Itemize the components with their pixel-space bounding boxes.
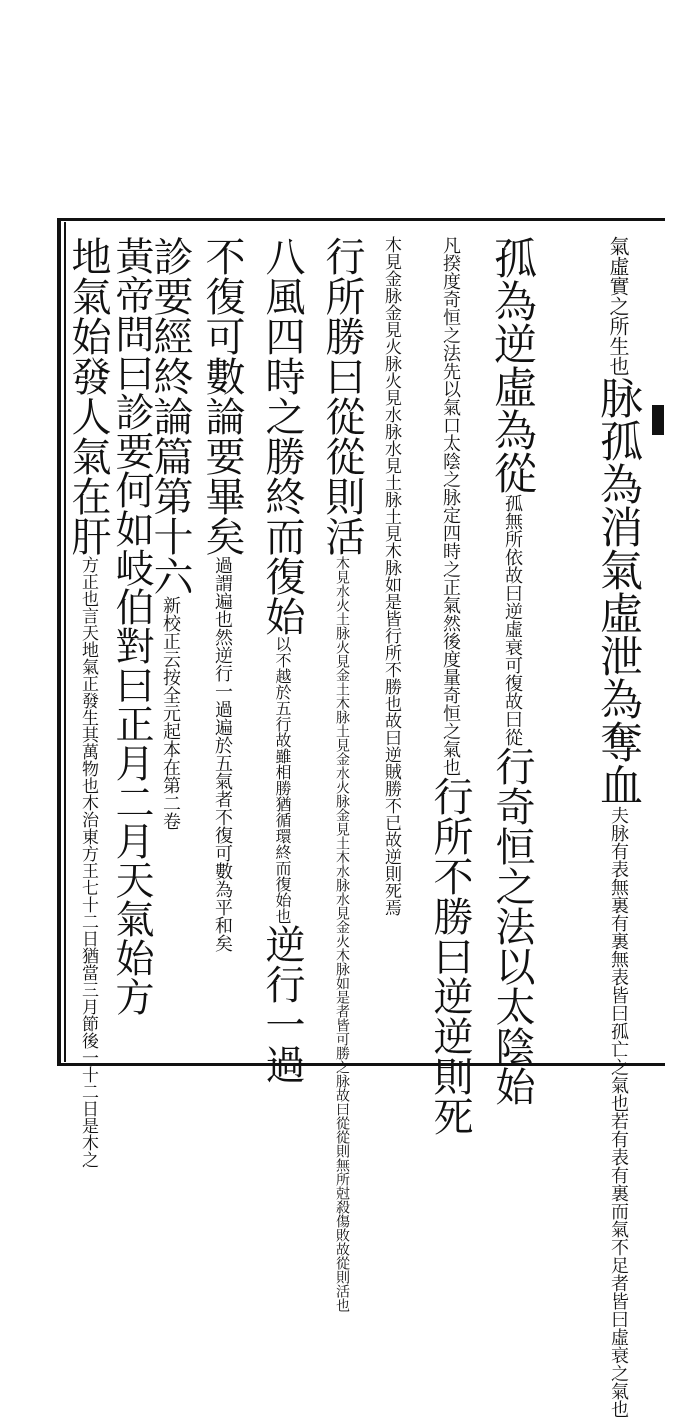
main-text: 黃帝問曰診要何如岐伯對曰正月二月天氣始方: [109, 236, 154, 1016]
main-text: 八風四時之勝終而復始: [259, 236, 305, 636]
text-column-4: [380, 236, 402, 916]
annotation: 凡揆度奇恒之法先以氣口太陰之脉定四時之正氣然後度量奇恒之氣也: [440, 236, 461, 776]
text-column-9: [109, 236, 154, 1016]
main-text: 行所勝曰從從則活: [319, 236, 365, 556]
main-text: 行奇恒之法以太陰始: [489, 746, 535, 1106]
annotation: 木見金脉金見火脉火見水脉水見土脉土見木脉如是皆行所不勝也故曰逆賊勝不已故逆則死焉: [381, 236, 401, 916]
annotation: 孤無所依故曰逆虛衰可復故曰從: [502, 494, 523, 746]
main-text: 逆行一過: [259, 924, 305, 1084]
annotation: 以不越於五行故雖相勝猶循環終而復始也: [273, 636, 292, 924]
annotation: 夫脉有表無裏有裏無表皆曰孤亡之氣也若有表有裏而氣不足者皆曰虛衰之氣也: [608, 806, 629, 1418]
text-column-3: [427, 236, 473, 1136]
main-text: 地氣始發人氣在肝: [65, 236, 111, 556]
text-column-8: [147, 236, 193, 830]
main-text: 不復可數論要畢矣: [199, 236, 245, 556]
text-column-2: [487, 236, 537, 1106]
main-text: 行所不勝曰逆逆則死: [427, 776, 473, 1136]
annotation: 過謂遍也然逆行一過遍於五氣者不復可數為平和矣: [212, 556, 233, 952]
annotation: 新校正云按全元起本在第二卷: [160, 596, 181, 830]
text-column-1: [593, 236, 643, 1418]
main-text: 孤為逆虛為從: [487, 236, 537, 494]
text-column-6: [259, 236, 305, 1084]
chapter-title: 診要經終論篇第十六: [147, 236, 193, 596]
text-column-10: [65, 236, 111, 1168]
binding-mark: [652, 405, 664, 435]
main-text: 脉孤為消氣虛泄為奪血: [593, 376, 643, 806]
text-column-5: [319, 236, 365, 1312]
annotation: 方正也言天地氣正發生其萬物也木治東方王七十二日猶當三月節後一十二日是木之: [78, 556, 98, 1168]
annotation: 氣虛實之所生也: [606, 236, 630, 376]
annotation: 木見水火土脉火見金土木脉土見金水火脉金見土木水脉水見金火木脉如是者皆可勝之脉故曰從從則無所尅殺傷敗故從則活也: [334, 556, 350, 1312]
text-column-7: [199, 236, 245, 952]
